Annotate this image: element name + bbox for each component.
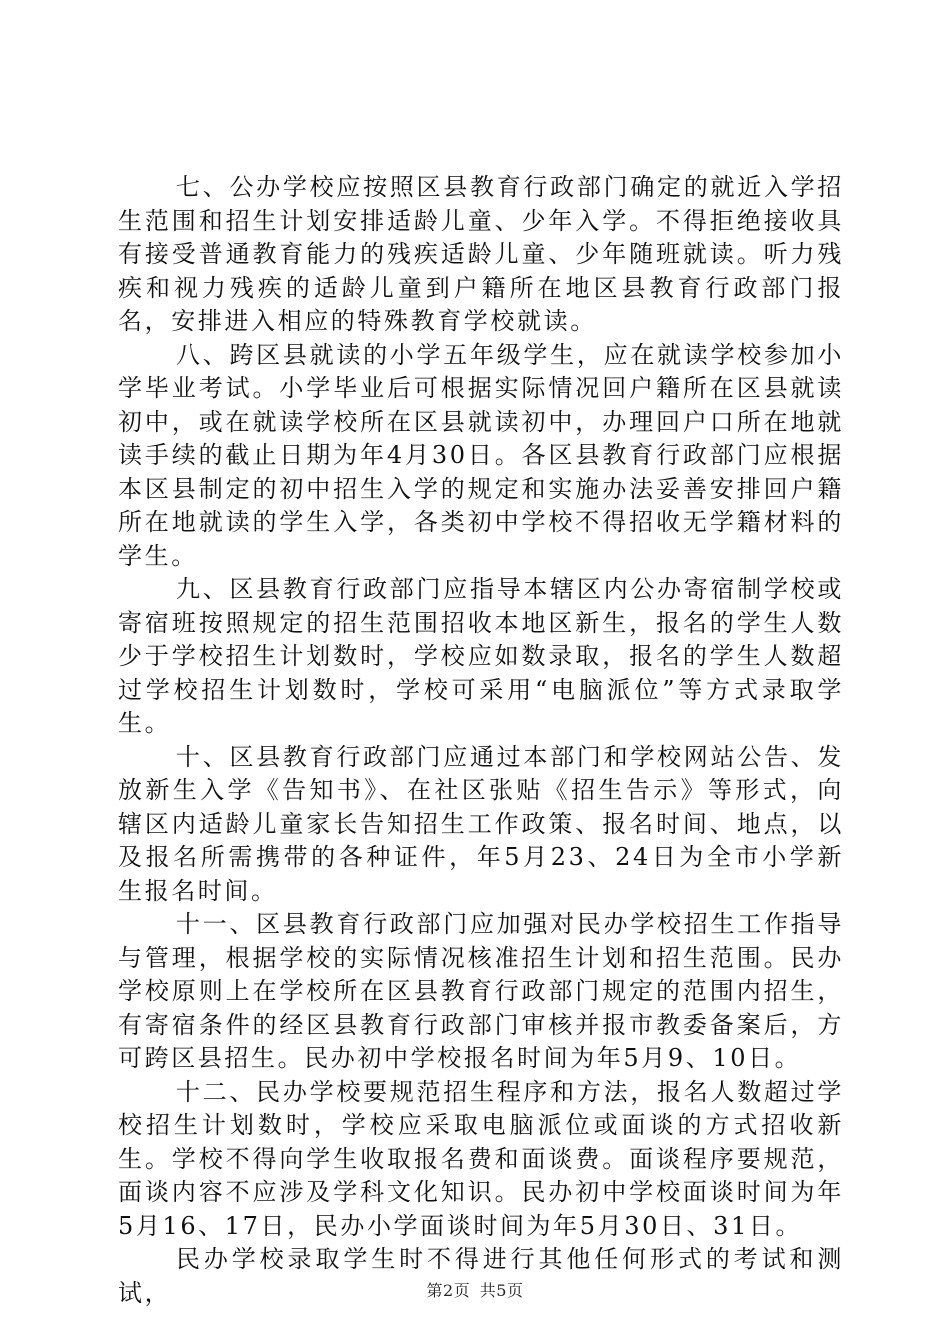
page-total: 共5页 xyxy=(479,1281,524,1300)
paragraph-7: 七、公办学校应按照区县教育行政部门确定的就近入学招生范围和招生计划安排适龄儿童、少年入学。不得拒绝接收具有接受普通教育能力的残疾适龄儿童、少年随班就读。听力残疾和视力残疾的适龄儿童到户籍所在地区县教育行政部门报名，安排进入相应的特殊教育学校就读。 xyxy=(118,173,844,335)
document-body xyxy=(118,171,844,1310)
paragraph-12: 十二、民办学校要规范招生程序和方法，报名人数超过学校招生计划数时，学校应采取电脑派位或面谈的方式招收新生。学校不得向学生收取报名费和面谈费。面谈程序要规范，面谈内容不应涉及学科文化知识。民办初中学校面谈时间为年5月16、17日，民办小学面谈时间为年5月30日、31日。 xyxy=(118,1077,844,1240)
page-footer xyxy=(0,1278,950,1301)
paragraph-8: 八、跨区县就读的小学五年级学生，应在就读学校参加小学毕业考试。小学毕业后可根据实际情况回户籍所在区县就读初中，或在就读学校所在区县就读初中，办理回户口所在地就读手续的截止日期为年4月30日。各区县教育行政部门应根据本区县制定的初中招生入学的规定和实施办法妥善安排回户籍所在地就读的学生入学，各类初中学校不得招收无学籍材料的学生。 xyxy=(118,340,844,570)
paragraph-11: 十一、区县教育行政部门应加强对民办学校招生工作指导与管理，根据学校的实际情况核准招生计划和招生范围。民办学校原则上在学校所在区县教育行政部门规定的范围内招生，有寄宿条件的经区县教育行政部门审核并报市教委备案后，方可跨区县招生。民办初中学校报名时间为年5月9、10日。 xyxy=(118,910,844,1072)
paragraph-continuation: 民办学校录取学生时不得进行其他任何形式的考试和测试， xyxy=(118,1245,844,1307)
paragraph-9: 九、区县教育行政部门应指导本辖区内公办寄宿制学校或寄宿班按照规定的招生范围招收本地区新生，报名的学生人数少于学校招生计划数时，学校应如数录取，报名的学生人数超过学校招生计划数时，学校可采用“电脑派位”等方式录取学生。 xyxy=(118,575,844,737)
paragraph-10: 十、区县教育行政部门应通过本部门和学校网站公告、发放新生入学《告知书》、在社区张贴《招生告示》等形式，向辖区内适龄儿童家长告知招生工作政策、报名时间、地点，以及报名所需携带的各种证件，年5月23、24日为全市小学新生报名时间。 xyxy=(118,742,844,905)
page-number: 第2页 xyxy=(426,1281,471,1300)
